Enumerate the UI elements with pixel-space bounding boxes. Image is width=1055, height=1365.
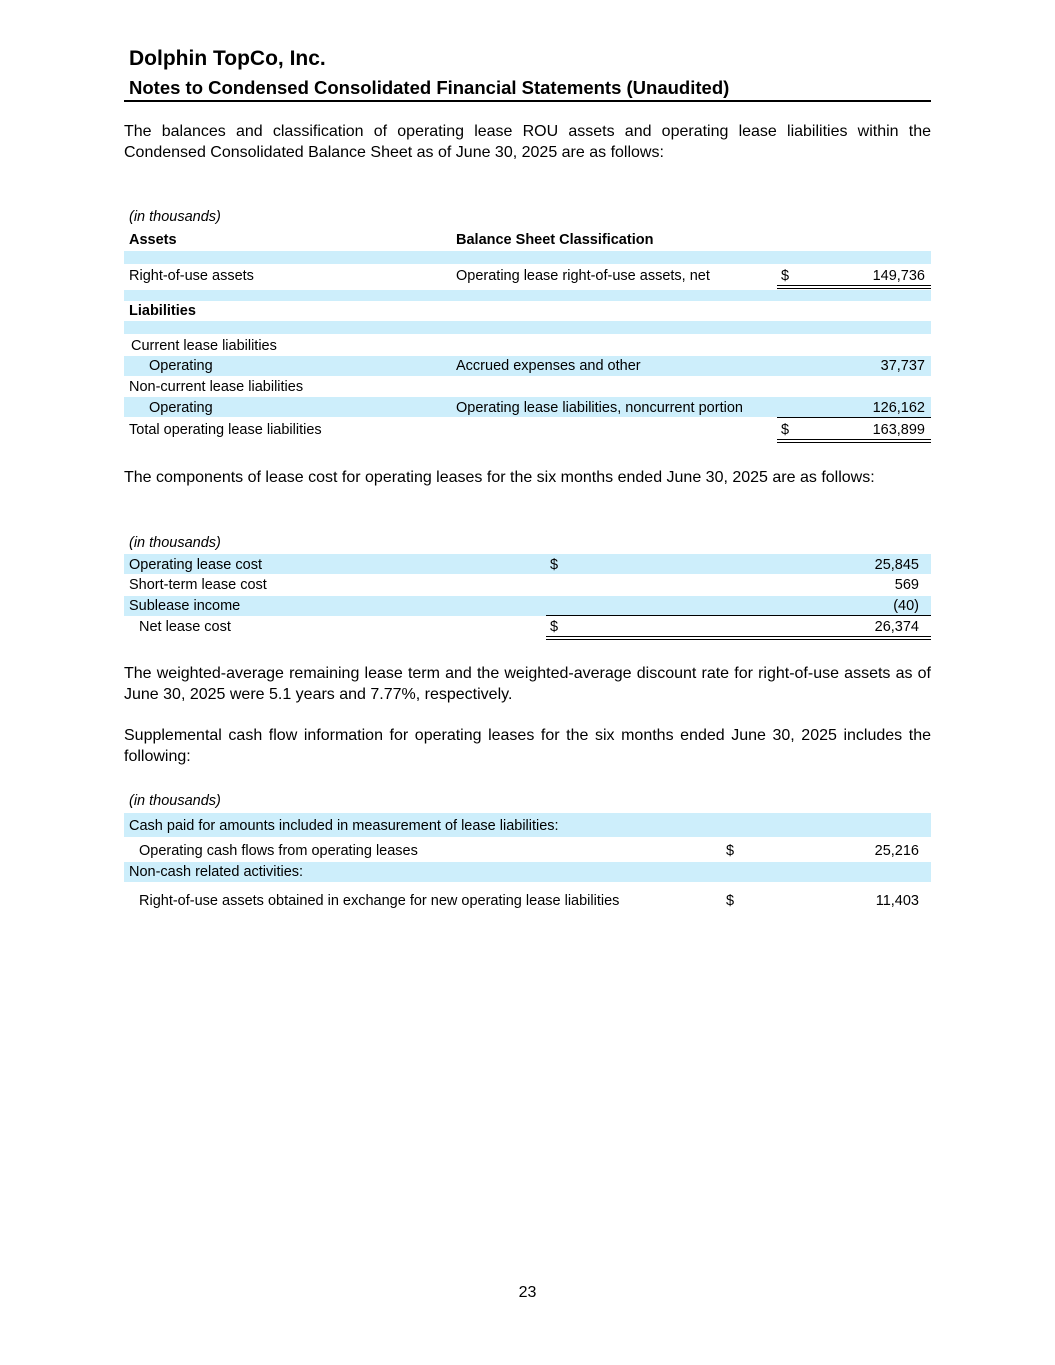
single-underline (777, 417, 931, 418)
row-band (124, 290, 931, 301)
row-label: Non-current lease liabilities (129, 379, 304, 395)
row-label: Current lease liabilities (131, 338, 277, 354)
column-header-classification: Balance Sheet Classification (456, 232, 654, 248)
section-heading-liabilities: Liabilities (129, 303, 196, 319)
row-label: Operating (149, 358, 213, 374)
double-underline-top (777, 439, 931, 440)
row-value: 25,216 (874, 843, 919, 859)
double-underline-bottom (777, 442, 931, 443)
row-value: 25,845 (874, 557, 919, 573)
lease-cost-paragraph: The components of lease cost for operating leases for the six months ended June 30, 2025 are as follows: (124, 469, 875, 486)
row-band (124, 251, 931, 264)
row-classification: Accrued expenses and other (456, 358, 641, 374)
row-label: Operating cash flows from operating leases (139, 843, 418, 859)
unit-label: (in thousands) (129, 209, 221, 225)
row-value: 26,374 (874, 619, 919, 635)
header-rule (124, 100, 931, 102)
dollar-sign: $ (550, 557, 559, 573)
row-label: Right-of-use assets (129, 268, 254, 284)
row-label: Sublease income (129, 598, 241, 614)
dollar-sign: $ (781, 422, 790, 438)
row-label: Right-of-use assets obtained in exchange for new operating lease liabilities (139, 893, 620, 909)
row-value: 11,403 (875, 893, 919, 909)
dollar-sign: $ (726, 893, 735, 909)
single-underline (546, 615, 931, 616)
weighted-average-paragraph: The weighted-average remaining lease term and the weighted-average discount rate for right-of-use assets as of June 30, 2025 were 5.1 years and 7.77%, respectively. (124, 665, 931, 703)
dollar-sign: $ (726, 843, 735, 859)
row-value: 126,162 (872, 400, 925, 416)
section-heading: Non-cash related activities: (129, 864, 304, 880)
row-label: Total operating lease liabilities (129, 422, 322, 438)
row-label: Operating (149, 400, 213, 416)
dollar-sign: $ (550, 619, 559, 635)
dollar-sign: $ (781, 268, 790, 284)
unit-label: (in thousands) (129, 793, 221, 809)
row-value: 163,899 (872, 422, 925, 438)
row-value: 37,737 (880, 358, 925, 374)
page-number: 23 (518, 1284, 537, 1301)
row-classification: Operating lease right-of-use assets, net (456, 268, 710, 284)
row-value: 569 (894, 577, 919, 593)
row-label: Net lease cost (139, 619, 231, 635)
supplemental-cash-flow-paragraph: Supplemental cash flow information for operating leases for the six months ended June 30, 2025 includes the following: (124, 727, 931, 765)
unit-label: (in thousands) (129, 535, 221, 551)
double-underline-bottom (777, 288, 931, 289)
row-value: 149,736 (872, 268, 925, 284)
double-underline-bottom (546, 639, 931, 640)
row-classification: Operating lease liabilities, noncurrent portion (456, 400, 743, 416)
page-title: Notes to Condensed Consolidated Financial Statements (Unaudited) (129, 77, 730, 98)
row-label: Operating lease cost (129, 557, 262, 573)
double-underline-top (546, 636, 931, 637)
double-underline-top (777, 285, 931, 286)
column-header-assets: Assets (129, 232, 177, 248)
section-heading: Cash paid for amounts included in measurement of lease liabilities: (129, 818, 559, 834)
company-name: Dolphin TopCo, Inc. (129, 47, 326, 70)
intro-paragraph: The balances and classification of operating lease ROU assets and operating lease liabilities within the Condensed Consolidated Balance Sheet as of June 30, 2025 are as follows: (124, 123, 931, 161)
row-value: (40) (893, 598, 919, 614)
row-band (124, 321, 931, 334)
row-label: Short-term lease cost (129, 577, 267, 593)
